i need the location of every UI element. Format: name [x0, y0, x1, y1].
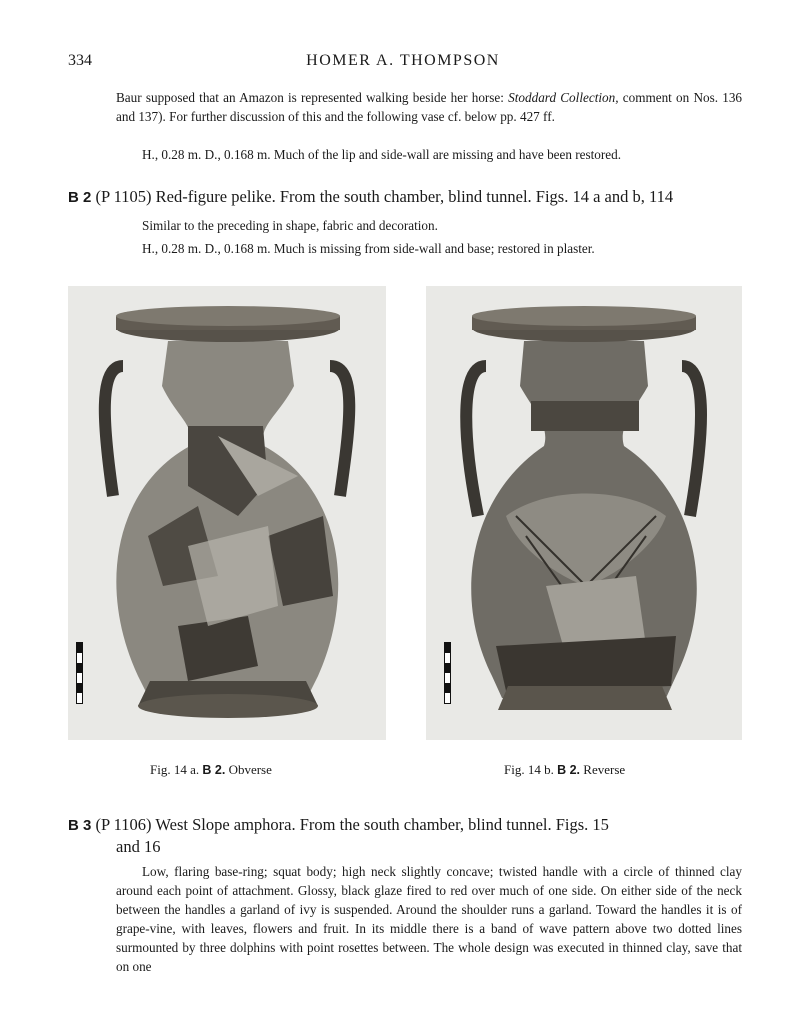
- entry-b3-title-line-2: and 16: [116, 837, 161, 856]
- continuation-line-2: comment on Nos. 136 and 137). For further discussion of this and the following vase cf. below pp. 427 ff.: [116, 90, 743, 124]
- figure-14b-ref: B 2.: [557, 763, 581, 777]
- citation-title: Stoddard Collection,: [508, 90, 619, 105]
- continuation-line-1: Baur supposed that an Amazon is represented walking beside her horse:: [116, 90, 509, 105]
- figure-14b-photo: [426, 286, 742, 740]
- continuation-dimensions: H., 0.28 m. D., 0.168 m. Much of the lip and side-wall are missing and have been restored.: [142, 147, 622, 162]
- figure-14a-view: Obverse: [228, 762, 272, 777]
- figure-14b-caption: [504, 762, 625, 778]
- figure-14b-label: Fig. 14 b.: [504, 762, 554, 777]
- figure-14b-view: Reverse: [583, 762, 626, 777]
- scale-bar: [76, 642, 83, 704]
- figure-14a-label: Fig. 14 a.: [150, 762, 200, 777]
- vase-obverse-image: [68, 286, 386, 740]
- running-head: HOMER A. THOMPSON: [306, 52, 500, 69]
- entry-b3-id: B 3: [68, 817, 92, 834]
- scale-bar: [444, 642, 451, 704]
- entry-b3-title-line-1: (P 1106) West Slope amphora. From the south chamber, blind tunnel. Figs. 15: [95, 815, 609, 834]
- entry-b3-heading: [68, 814, 748, 837]
- entry-b2-heading: [68, 186, 748, 209]
- entry-b3-body: Low, flaring base-ring; squat body; high neck slightly concave; twisted handle with a circle of thinned clay around each point of attachment. Glossy, black glaze fired to red over much of one side. On either side of the neck between the handles a garland of ivy is suspended. Around the shoulder runs a garland. Toward the handles it is of grape-vine, with leaves, flowers and fruit. In its middle there is a band of wave pattern above two dotted lines surmounted by three dolphins with point rosettes between. The whole design was executed in thinned clay, save that on one: [116, 864, 742, 974]
- entry-b2-description: Similar to the preceding in shape, fabric and decoration.: [142, 218, 438, 233]
- vase-reverse-image: [426, 286, 742, 740]
- figure-14a-photo: [68, 286, 386, 740]
- figure-14a-caption: [150, 762, 272, 778]
- continuation-paragraph: [116, 88, 742, 126]
- page-number: 334: [68, 52, 92, 69]
- figure-14a-ref: B 2.: [202, 763, 226, 777]
- entry-b2-dimensions: H., 0.28 m. D., 0.168 m. Much is missing from side-wall and base; restored in plaster.: [142, 241, 595, 256]
- entry-b2-id: B 2: [68, 189, 92, 206]
- entry-b2-title: (P 1105) Red-figure pelike. From the south chamber, blind tunnel. Figs. 14 a and b, 114: [95, 187, 674, 206]
